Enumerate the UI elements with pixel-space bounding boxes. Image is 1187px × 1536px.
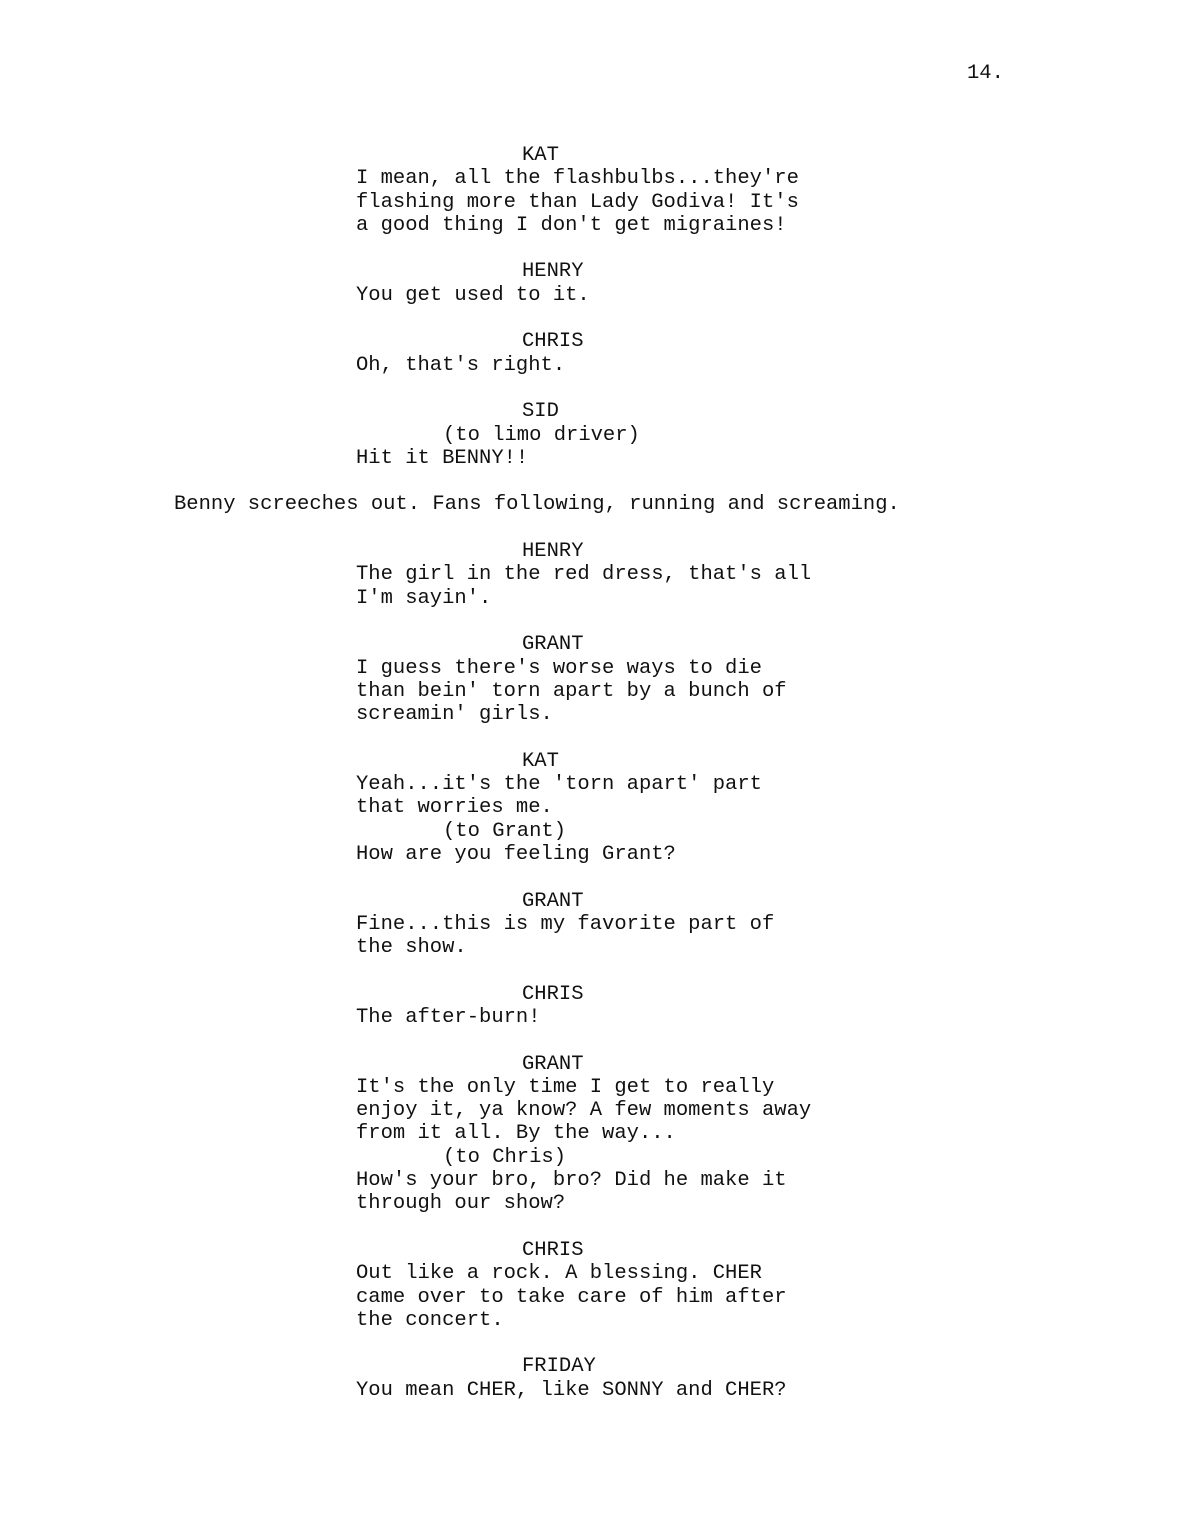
- dialogue-line: enjoy it, ya know? A few moments away: [356, 1099, 812, 1123]
- page-number: 14.: [967, 62, 1004, 85]
- parenthetical: (to Chris): [443, 1145, 567, 1169]
- dialogue-line: than bein' torn apart by a bunch of: [356, 679, 787, 703]
- dialogue-line: The girl in the red dress, that's all: [356, 563, 812, 587]
- action-block: [0, 493, 1187, 516]
- dialogue-line: Out like a rock. A blessing. CHER: [356, 1262, 762, 1286]
- character-name: KAT: [522, 749, 559, 773]
- character-name: GRANT: [522, 1052, 584, 1076]
- dialogue-line: How's your bro, bro? Did he make it: [356, 1169, 787, 1193]
- dialogue-block: [0, 1053, 1187, 1216]
- dialogue-block: [0, 633, 1187, 726]
- dialogue-line: It's the only time I get to really: [356, 1075, 775, 1099]
- script-body: [0, 144, 1187, 1425]
- dialogue-line: I guess there's worse ways to die: [356, 656, 762, 680]
- dialogue-line: Yeah...it's the 'torn apart' part: [356, 773, 762, 797]
- dialogue-block: [0, 144, 1187, 237]
- character-name: CHRIS: [522, 330, 584, 354]
- dialogue-line: I mean, all the flashbulbs...they're: [356, 167, 799, 191]
- dialogue-line: that worries me.: [356, 796, 553, 820]
- dialogue-line: I'm sayin'.: [356, 586, 492, 610]
- action-line: Benny screeches out. Fans following, running and screaming.: [174, 493, 900, 517]
- dialogue-block: [0, 750, 1187, 866]
- parenthetical: (to limo driver): [443, 423, 640, 447]
- dialogue-line: How are you feeling Grant?: [356, 842, 676, 866]
- character-name: KAT: [522, 144, 559, 167]
- dialogue-line: screamin' girls.: [356, 703, 553, 727]
- dialogue-line: Fine...this is my favorite part of: [356, 912, 775, 936]
- dialogue-line: Hit it BENNY!!: [356, 446, 529, 470]
- dialogue-line: the show.: [356, 936, 467, 960]
- character-name: FRIDAY: [522, 1355, 596, 1379]
- dialogue-line: a good thing I don't get migraines!: [356, 213, 787, 237]
- dialogue-block: [0, 260, 1187, 307]
- character-name: CHRIS: [522, 982, 584, 1006]
- dialogue-line: You get used to it.: [356, 283, 590, 307]
- dialogue-block: [0, 330, 1187, 377]
- dialogue-line: from it all. By the way...: [356, 1122, 676, 1146]
- character-name: HENRY: [522, 540, 584, 564]
- dialogue-block: [0, 400, 1187, 470]
- dialogue-block: [0, 1239, 1187, 1332]
- parenthetical: (to Grant): [443, 819, 567, 843]
- dialogue-block: [0, 540, 1187, 610]
- character-name: HENRY: [522, 260, 584, 284]
- dialogue-line: Oh, that's right.: [356, 353, 566, 377]
- dialogue-block: [0, 1355, 1187, 1402]
- character-name: GRANT: [522, 889, 584, 913]
- dialogue-block: [0, 983, 1187, 1030]
- character-name: CHRIS: [522, 1238, 584, 1262]
- dialogue-line: the concert.: [356, 1308, 504, 1332]
- dialogue-line: flashing more than Lady Godiva! It's: [356, 190, 799, 214]
- dialogue-line: You mean CHER, like SONNY and CHER?: [356, 1378, 787, 1402]
- dialogue-block: [0, 890, 1187, 960]
- dialogue-line: came over to take care of him after: [356, 1285, 787, 1309]
- dialogue-line: The after-burn!: [356, 1005, 541, 1029]
- dialogue-line: through our show?: [356, 1192, 566, 1216]
- character-name: GRANT: [522, 633, 584, 657]
- character-name: SID: [522, 400, 559, 424]
